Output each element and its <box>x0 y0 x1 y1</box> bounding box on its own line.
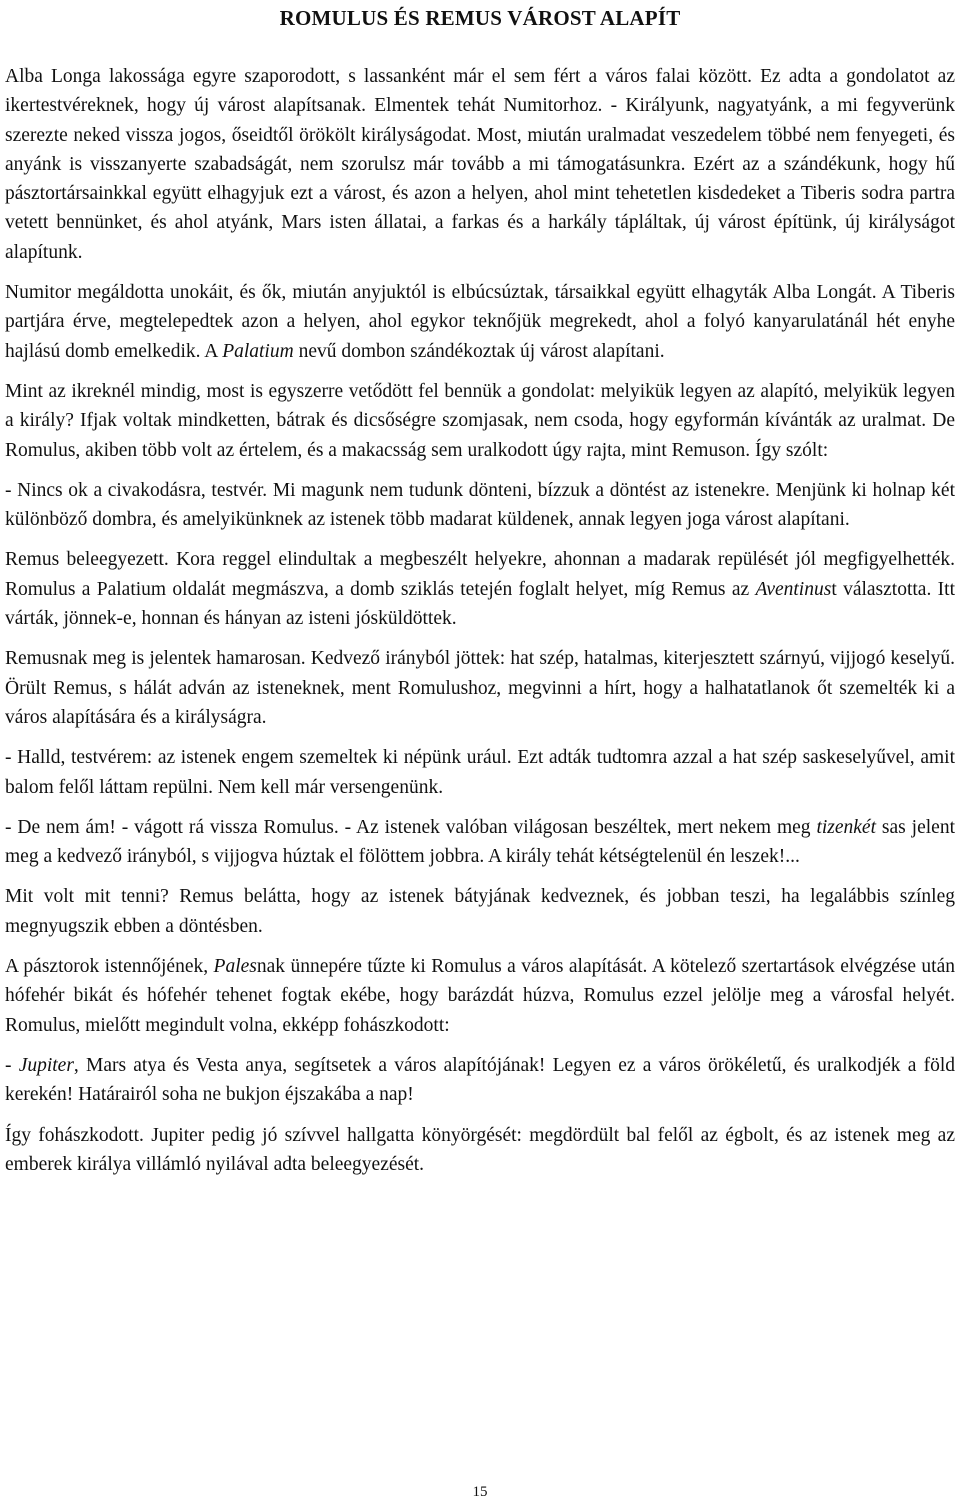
text-run: - Nincs ok a civakodásra, testvér. Mi magunk nem tudunk dönteni, bízzuk a döntést az istenekre. Menjünk ki holnap két különböző dombra, és amelyikünknek az istenek több madarat küldenek, annak legyen joga várost alapítani. <box>5 479 955 531</box>
body-text <box>5 62 955 1190</box>
text-run: nevű dombon szándékoztak új várost alapítani. <box>293 340 665 362</box>
text-run: , Mars atya és Vesta anya, segítsetek a város alapítójának! Legyen ez a város örökéletű, és uralkodjék a föld kerekén! Határairól soha ne bukjon éjszakába a nap! <box>5 1054 955 1106</box>
paragraph <box>5 743 955 802</box>
page-title: ROMULUS ÉS REMUS VÁROST ALAPÍT <box>279 6 681 30</box>
paragraph <box>5 1121 955 1180</box>
text-run: Mint az ikreknél mindig, most is egyszerre vetődött fel bennük a gondolat: melyikük legyen az alapító, melyikük legyen a király? Ifjak voltak mindketten, bátrak és dicsőségre szomjasak, nem csoda, hogy egyformán kívánták az uralmat. De Romulus, akiben több volt az értelem, és a makacsság sem uralkodott úgy rajta, mint Remuson. Így szólt: <box>5 380 955 461</box>
text-run: Mit volt mit tenni? Remus belátta, hogy az istenek bátyjának kedveznek, és jobban teszi, ha legalábbis színleg megnyugszik ebben a döntésben. <box>5 886 955 937</box>
italic-term: tizenkét <box>816 816 877 838</box>
italic-term: Palatium <box>222 340 294 362</box>
italic-term: Aventinus <box>755 578 832 600</box>
text-run: t választotta. Itt várták, jönnek-e, honnan és hányan az isteni jósküldöttek. <box>5 578 955 630</box>
document-page <box>5 0 955 1505</box>
text-run: - De nem ám! - vágott rá vissza Romulus. - Az istenek valóban világosan beszéltek, mert nekem meg <box>5 816 817 838</box>
paragraph <box>5 882 955 941</box>
text-run: Remus beleegyezett. Kora reggel elindultak a megbeszélt helyekre, ahonnan a madarak repülését jól megfigyelhették. Romulus a Palatium oldalát megmászva, a domb sziklás tetején foglalt helyet, míg Remus az <box>5 549 955 600</box>
text-run: - <box>5 1054 19 1076</box>
paragraph <box>5 476 955 535</box>
text-run: nak ünnepére tűzte ki Romulus a város alapítását. A kötelező szertartások elvégzése után hófehér bikát és hófehér tehenet fogtak ekébe, hogy barázdát húzva, Romulus ezzel jelölje meg a városfal helyét. Romulus, mielőtt megindult volna, ekképp fohászkodott: <box>5 956 955 1036</box>
text-run: Alba Longa lakossága egyre szaporodott, s lassanként már el sem fért a város falai között. Ez adta a gondolatot az ikertestvéreknek, hogy új várost alapítsanak. Elmentek tehát Numitorhoz. - Királyunk, nagyatyánk, a mi fegyverünk szerezte neked vissza jogos, őseidtől örökölt királyságodat. Most, miután uralmadat veszedelem többé nem fenyegeti, és anyánk is visszanyerte szabadságát, nem szorulsz már tovább a mi támogatásunkra. Ezért az a szándékunk, hogy hű pásztortársainkkal együtt elhagyjuk ezt a várost, és azon a helyen, ahol mint tehetetlen kisdedeket a Tiberis sodra partra vetett bennünket, és ahol atyánk, Mars isten állatai, a farkas és a harkály tápláltak, új várost építünk, új királyságot alapítunk. <box>5 66 955 263</box>
text-run: Remusnak meg is jelentek hamarosan. Kedvező irányból jöttek: hat szép, hatalmas, kiterjesztett szárnyú, vijjogó keselyű. Örült Remus, s hálát adván az isteneknek, ment Romulushoz, megvinni a hírt, hogy a halhatatlanok őt szemelték ki a város alapítására és a királyságra. <box>5 648 955 728</box>
paragraph <box>5 278 955 366</box>
paragraph <box>5 952 955 1040</box>
italic-term: Pales <box>213 956 257 978</box>
paragraph <box>5 545 955 633</box>
page-number: 15 <box>472 1484 488 1500</box>
paragraph <box>5 377 955 465</box>
paragraph <box>5 62 955 267</box>
paragraph <box>5 1051 955 1110</box>
text-run: - Halld, testvérem: az istenek engem szemeltek ki népünk urául. Ezt adták tudtomra azzal a hat szép saskeselyűvel, amit balom felől láttam repülni. Nem kell már versengenünk. <box>5 747 955 798</box>
paragraph <box>5 644 955 732</box>
text-run: Így fohászkodott. Jupiter pedig jó szívvel hallgatta könyörgését: megdördült bal felől az égbolt, és az istenek meg az emberek királya villámló nyilával adta beleegyezését. <box>5 1124 955 1175</box>
text-run: Numitor megáldotta unokáit, és ők, miután anyjuktól is elbúcsúztak, társaikkal együtt elhagyták Alba Longát. A Tiberis partjára érve, megtelepedtek azon a helyen, ahol egykor teknőjük megrekedt, ahol a folyó kanyarulatánál hét enyhe hajlású domb emelkedik. A <box>5 282 955 362</box>
text-run: sas jelent meg a kedvező irányból, s vijjogva húztak el fölöttem jobbra. A király tehát kétségtelenül én leszek!... <box>5 816 955 868</box>
italic-term: Jupiter <box>18 1054 74 1076</box>
paragraph <box>5 813 955 872</box>
text-run: A pásztorok istennőjének, <box>5 956 214 978</box>
